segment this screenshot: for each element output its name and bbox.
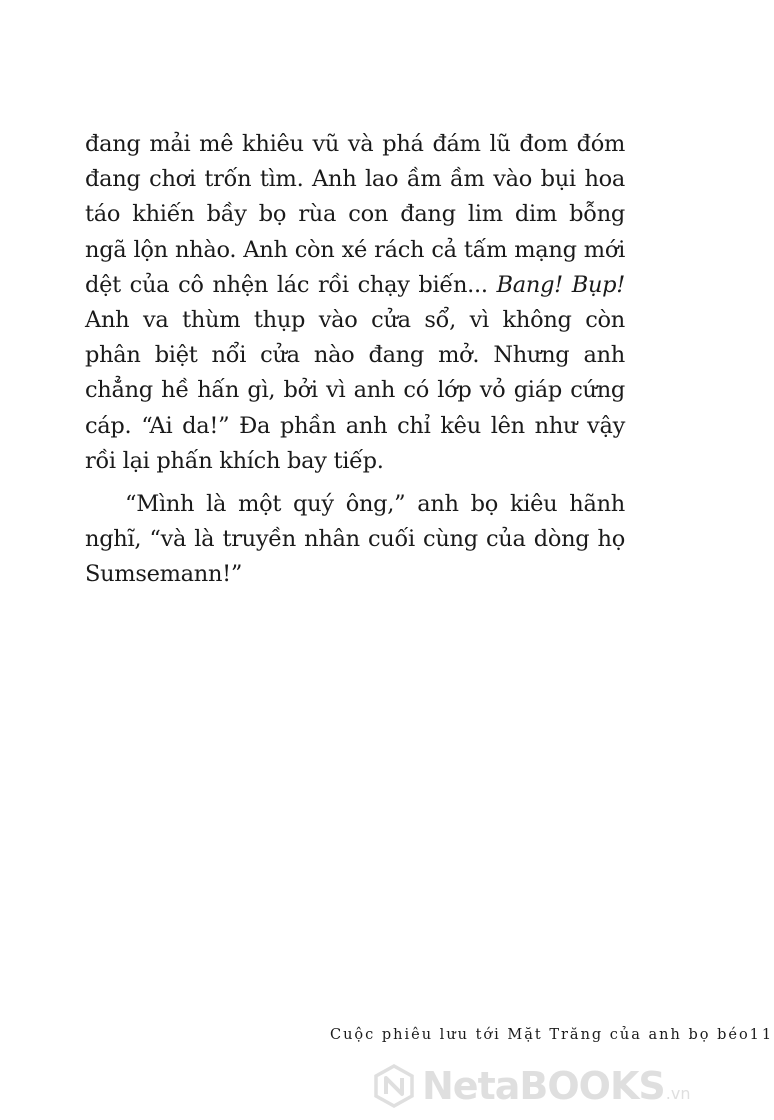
paragraph-1-text-b: Anh va thùm thụp vào cửa sổ, vì không còn phân biệt nổi cửa nào đang mở. Nhưng anh chẳng hề hấn gì, bởi vì anh có lớp vỏ giáp cứng cáp. “Ai da!” Đa phần anh chỉ kêu lên như vậy rồi lại phấn khích bay tiếp.: [85, 307, 625, 474]
watermark: [372, 1058, 692, 1114]
paragraph-1: [85, 127, 625, 479]
watermark-brand: [422, 1064, 690, 1108]
page-footer: [330, 1027, 774, 1043]
running-title: Cuộc phiêu lưu tới Mặt Trăng của anh bọ béo: [330, 1027, 750, 1043]
page-body: [85, 127, 625, 593]
watermark-suffix: .vn: [665, 1084, 691, 1103]
paragraph-1-italic: Bang! Bụp!: [496, 271, 625, 298]
page-number: 11: [749, 1027, 774, 1043]
paragraph-2: “Mình là một quý ông,” anh bọ kiêu hãnh nghĩ, “và là truyền nhân cuối cùng của dòng họ Sumsemann!”: [85, 491, 625, 588]
n-logo-icon: [372, 1064, 416, 1108]
watermark-brand-text: NetaBOOKS: [422, 1064, 665, 1108]
paragraph-1-text-a: đang mải mê khiêu vũ và phá đám lũ đom đóm đang chơi trốn tìm. Anh lao ầm ầm vào bụi hoa táo khiến bầy bọ rùa con đang lim dim bỗng ngã lộn nhào. Anh còn xé rách cả tấm mạng mới dệt của cô nhện lác rồi chạy biến...: [85, 131, 625, 298]
